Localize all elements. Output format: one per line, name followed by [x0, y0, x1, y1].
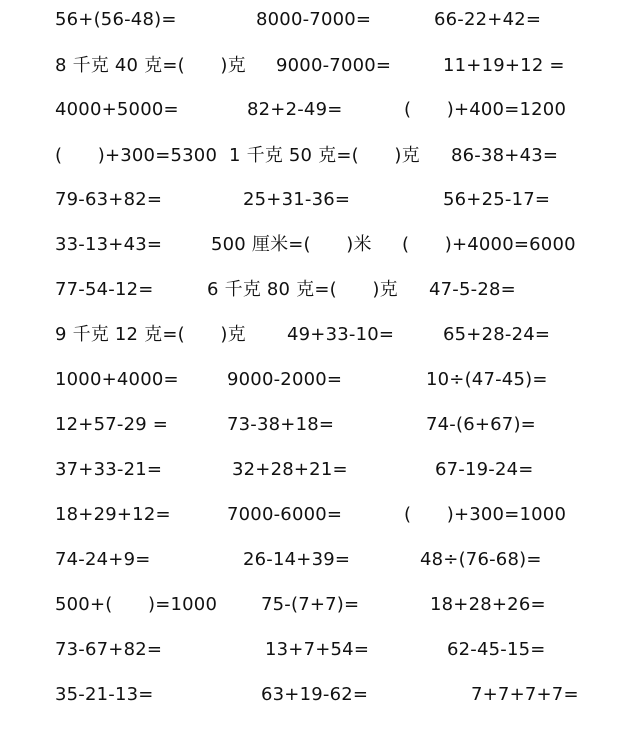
problem-row-2: [0, 51, 632, 81]
problem: 79-63+82=: [55, 189, 163, 210]
problem-row-13: [0, 545, 632, 575]
problem: 56+(56-48)=: [55, 9, 177, 30]
problem: ( )+300=5300: [55, 145, 218, 166]
problem: 63+19-62=: [261, 684, 369, 705]
problem: 500 厘米=( )米: [211, 234, 372, 255]
problem: 62-45-15=: [447, 639, 546, 660]
problem-row-11: [0, 455, 632, 485]
problem: 48÷(76-68)=: [420, 549, 542, 570]
problem: 37+33-21=: [55, 459, 163, 480]
problem: 8000-7000=: [256, 9, 372, 30]
problem-row-16: [0, 680, 632, 710]
problem: 10÷(47-45)=: [426, 369, 548, 390]
problem: 7000-6000=: [227, 504, 343, 525]
problem: 12+57-29 =: [55, 414, 169, 435]
problem: 56+25-17=: [443, 189, 551, 210]
problem: 47-5-28=: [429, 279, 516, 300]
problem: 26-14+39=: [243, 549, 351, 570]
problem: 7+7+7+7=: [471, 684, 579, 705]
problem-row-12: [0, 500, 632, 530]
problem-row-5: [0, 185, 632, 215]
problem: 1 千克 50 克=( )克: [229, 145, 420, 166]
problem: ( )+300=1000: [404, 504, 567, 525]
problem-row-8: [0, 320, 632, 350]
problem: 25+31-36=: [243, 189, 351, 210]
problem-row-10: [0, 410, 632, 440]
problem: 33-13+43=: [55, 234, 163, 255]
problem-row-14: [0, 590, 632, 620]
problem: 6 千克 80 克=( )克: [207, 279, 398, 300]
problem: 74-(6+67)=: [426, 414, 536, 435]
problem: 9000-2000=: [227, 369, 343, 390]
problem: 9 千克 12 克=( )克: [55, 324, 246, 345]
problem: 65+28-24=: [443, 324, 551, 345]
problem: 8 千克 40 克=( )克: [55, 55, 246, 76]
problem: 77-54-12=: [55, 279, 154, 300]
problem: 74-24+9=: [55, 549, 151, 570]
problem: ( )+4000=6000: [402, 234, 576, 255]
problem-row-15: [0, 635, 632, 665]
problem: 9000-7000=: [276, 55, 392, 76]
problem: 86-38+43=: [451, 145, 559, 166]
problem-row-9: [0, 365, 632, 395]
problem: 4000+5000=: [55, 99, 179, 120]
problem-row-7: [0, 275, 632, 305]
problem: 49+33-10=: [287, 324, 395, 345]
problem: 32+28+21=: [232, 459, 348, 480]
problem-row-1: [0, 5, 632, 35]
problem-row-3: [0, 95, 632, 125]
problem: 67-19-24=: [435, 459, 534, 480]
problem-row-6: [0, 230, 632, 260]
problem: ( )+400=1200: [404, 99, 567, 120]
problem: 35-21-13=: [55, 684, 154, 705]
problem: 82+2-49=: [247, 99, 343, 120]
problem: 11+19+12 =: [443, 55, 565, 76]
problem: 66-22+42=: [434, 9, 542, 30]
problem: 1000+4000=: [55, 369, 179, 390]
problem: 18+29+12=: [55, 504, 171, 525]
problem: 13+7+54=: [265, 639, 370, 660]
problem-row-4: [0, 141, 632, 171]
problem: 75-(7+7)=: [261, 594, 360, 615]
problem: 73-67+82=: [55, 639, 163, 660]
problem: 500+( )=1000: [55, 594, 218, 615]
problem: 18+28+26=: [430, 594, 546, 615]
problem: 73-38+18=: [227, 414, 335, 435]
